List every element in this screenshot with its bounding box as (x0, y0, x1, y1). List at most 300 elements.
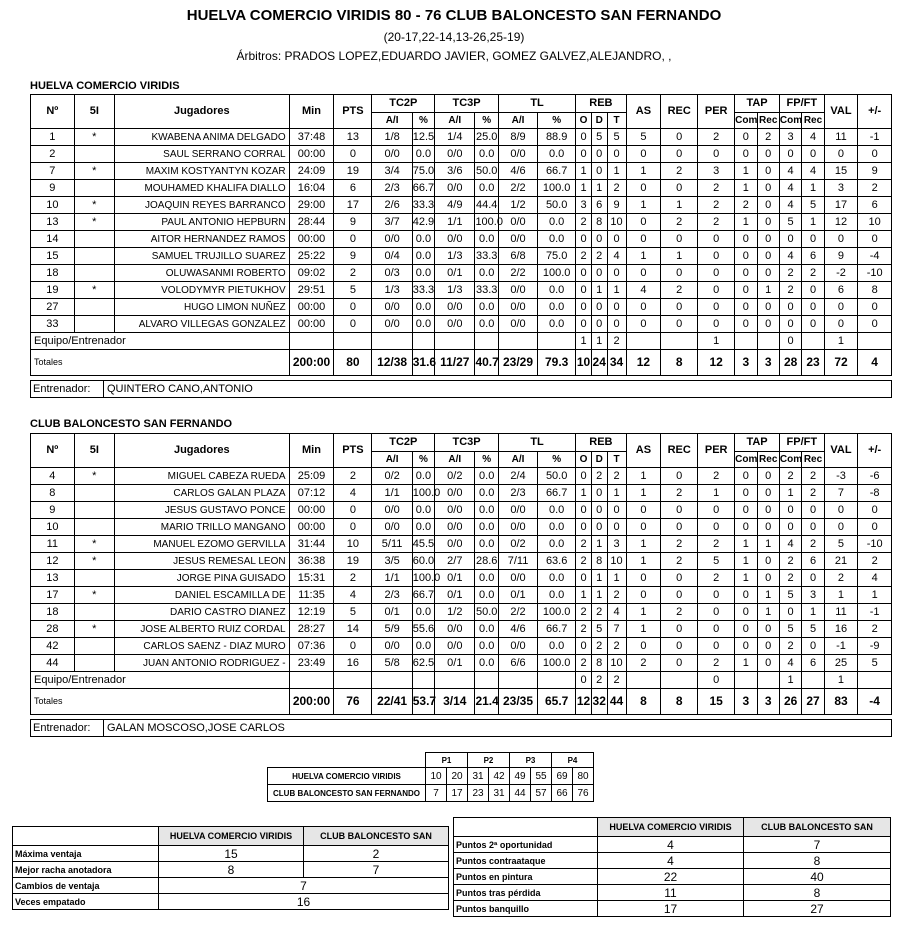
stat-cell: * (74, 468, 114, 485)
home-coach-row (30, 380, 892, 398)
player-name: SAUL SERRANO CORRAL (114, 146, 289, 163)
stats-header: HUELVA COMERCIO VIRIDIS (598, 818, 744, 837)
stats-value: 8 (744, 885, 891, 901)
stat-cell: 0 (779, 333, 801, 350)
empty-cell (802, 672, 824, 689)
stat-cell (74, 265, 114, 282)
quarter-row (268, 768, 594, 785)
col-header: Nº (31, 434, 75, 468)
total-cell: 10 (576, 350, 592, 376)
stat-cell: 0/0 (498, 316, 537, 333)
stat-cell: * (74, 536, 114, 553)
stat-cell: 0 (779, 502, 801, 519)
empty-cell (289, 333, 334, 350)
stat-cell: 33.3 (475, 248, 499, 265)
player-row (31, 587, 892, 604)
player-name: MARIO TRILLO MANGANO (114, 519, 289, 536)
stat-cell: 2 (661, 604, 698, 621)
stat-cell: 1 (626, 485, 661, 502)
stat-cell: 2 (661, 163, 698, 180)
player-name: HUGO LIMON NUÑEZ (114, 299, 289, 316)
stat-cell: 75.0 (538, 248, 576, 265)
stat-cell: 1 (626, 468, 661, 485)
stat-cell: 0 (802, 502, 824, 519)
col-header: Nº (31, 95, 75, 129)
stat-cell: 1 (802, 180, 824, 197)
total-cell: 53.7 (412, 689, 434, 715)
coach-label: Entrenador: (33, 722, 91, 734)
stat-cell: 2 (698, 655, 735, 672)
stat-cell: 0/1 (372, 604, 412, 621)
player-name: KWABENA ANIMA DELGADO (114, 129, 289, 146)
stat-cell: 63.6 (538, 553, 576, 570)
stat-cell: 0/1 (435, 587, 475, 604)
quarter-value: 80 (573, 768, 594, 785)
stat-cell: 0 (757, 163, 779, 180)
empty-cell (802, 333, 824, 350)
stat-cell: 7 (31, 163, 75, 180)
staff-row (31, 672, 892, 689)
stat-cell: 14 (31, 231, 75, 248)
stat-cell: 0 (591, 502, 607, 519)
stat-cell: 0 (626, 146, 661, 163)
game-title: HUELVA COMERCIO VIRIDIS 80 - 76 CLUB BALONCESTO SAN FERNANDO (186, 7, 722, 24)
player-row (31, 248, 892, 265)
stat-cell: 0/0 (435, 180, 475, 197)
stat-cell: 24:09 (289, 163, 334, 180)
col-header: REB (576, 434, 626, 452)
away-box-score (30, 433, 892, 715)
stat-cell: 1 (858, 587, 892, 604)
stat-cell: 15 (824, 163, 858, 180)
stat-cell: 75.0 (412, 163, 434, 180)
stat-cell: -10 (858, 265, 892, 282)
player-row (31, 197, 892, 214)
empty-cell (412, 333, 434, 350)
empty-cell (372, 672, 412, 689)
stat-cell: 0 (757, 214, 779, 231)
stat-cell: 4 (779, 655, 801, 672)
stat-cell: 0/0 (498, 146, 537, 163)
stat-cell: * (74, 163, 114, 180)
quarter-value: 69 (552, 768, 573, 785)
stats-label: Puntos banquillo (454, 901, 598, 917)
stat-cell: 11 (824, 129, 858, 146)
stat-cell: 2 (576, 655, 592, 672)
stat-cell: 25.0 (475, 129, 499, 146)
stats-label: Cambios de ventaja (13, 878, 159, 894)
stat-cell: 0 (591, 299, 607, 316)
stat-cell: * (74, 197, 114, 214)
stat-cell: 2 (698, 468, 735, 485)
quarter-value: 76 (573, 785, 594, 802)
stat-cell: 5 (591, 129, 607, 146)
stat-cell: 42.9 (412, 214, 434, 231)
stats-value: 7 (304, 862, 449, 878)
stat-cell: 2 (607, 180, 626, 197)
stat-cell: 2 (802, 468, 824, 485)
stats-value: 15 (159, 846, 304, 862)
stat-cell: 0 (334, 316, 372, 333)
stat-cell: 0 (735, 129, 757, 146)
stats-row (13, 846, 449, 862)
stat-cell: 0/0 (435, 621, 475, 638)
stat-cell: 17 (824, 197, 858, 214)
stat-cell: 0.0 (475, 587, 499, 604)
stat-cell: 1/1 (372, 570, 412, 587)
stat-cell: 2 (779, 468, 801, 485)
col-header: Jugadores (114, 95, 289, 129)
stat-cell: 0 (757, 197, 779, 214)
sub-header: Rec (802, 452, 824, 468)
total-cell: 72 (824, 350, 858, 376)
stat-cell: 14 (334, 621, 372, 638)
stat-cell (74, 316, 114, 333)
stat-cell: 2 (661, 536, 698, 553)
stat-cell: 0 (607, 316, 626, 333)
stat-cell: 5 (334, 282, 372, 299)
stat-cell: 0.0 (475, 536, 499, 553)
stat-cell: 0 (757, 621, 779, 638)
col-header: FP/FT (779, 95, 824, 113)
stat-cell: 3 (607, 536, 626, 553)
player-name: DARIO CASTRO DIANEZ (114, 604, 289, 621)
stat-cell: 0 (698, 316, 735, 333)
col-header: TL (498, 95, 575, 113)
player-row (31, 536, 892, 553)
total-cell: 200:00 (289, 689, 334, 715)
stat-cell: 0.0 (412, 468, 434, 485)
stat-cell: 2 (626, 655, 661, 672)
stat-cell: 6 (802, 655, 824, 672)
stat-cell: 1 (626, 553, 661, 570)
empty-cell (858, 672, 892, 689)
total-cell: 4 (858, 350, 892, 376)
col-header: Min (289, 434, 334, 468)
stats-row (13, 894, 449, 910)
stat-cell: 66.7 (412, 587, 434, 604)
empty-cell (661, 672, 698, 689)
stat-cell: 10 (31, 519, 75, 536)
stat-cell: 1 (626, 536, 661, 553)
empty-cell (289, 672, 334, 689)
stat-cell: 3 (802, 587, 824, 604)
stats-value: 11 (598, 885, 744, 901)
stat-cell: 00:00 (289, 299, 334, 316)
stat-cell: 33 (31, 316, 75, 333)
player-row (31, 129, 892, 146)
stat-cell: 5 (334, 604, 372, 621)
stat-cell: 0 (576, 129, 592, 146)
player-row (31, 638, 892, 655)
stat-cell: -3 (824, 468, 858, 485)
stat-cell: 0 (661, 638, 698, 655)
stat-cell: 00:00 (289, 146, 334, 163)
stat-cell: 0 (661, 129, 698, 146)
stat-cell: 2 (591, 604, 607, 621)
stat-cell: 12 (31, 553, 75, 570)
stat-cell: 5 (591, 621, 607, 638)
stat-cell: 2 (858, 180, 892, 197)
total-cell: 200:00 (289, 350, 334, 376)
sub-header: A/I (435, 113, 475, 129)
stat-cell: 10 (607, 553, 626, 570)
player-row (31, 214, 892, 231)
total-cell: 27 (802, 689, 824, 715)
stat-cell: 4 (626, 282, 661, 299)
stat-cell: 100.0 (538, 180, 576, 197)
col-header: VAL (824, 95, 858, 129)
stat-cell: 25:09 (289, 468, 334, 485)
stat-cell: 2 (576, 621, 592, 638)
stat-cell: 6/6 (498, 655, 537, 672)
col-header: FP/FT (779, 434, 824, 452)
stat-cell: 4/9 (435, 197, 475, 214)
stat-cell: 0.0 (412, 519, 434, 536)
col-header: Jugadores (114, 434, 289, 468)
stat-cell: 9 (31, 502, 75, 519)
total-cell: 23/35 (498, 689, 537, 715)
stat-cell: 0/0 (372, 502, 412, 519)
quarter-scores: (20-17,22-14,13-26,25-19) (383, 30, 525, 44)
stat-cell: 5 (802, 621, 824, 638)
quarter-value: 55 (531, 768, 552, 785)
stat-cell: 0/0 (435, 485, 475, 502)
stat-cell: 0 (824, 519, 858, 536)
total-cell: 11/27 (435, 350, 475, 376)
stat-cell: 1 (576, 587, 592, 604)
stat-cell: 0 (698, 265, 735, 282)
stat-cell: 0 (858, 299, 892, 316)
stat-cell: 0.0 (538, 299, 576, 316)
stat-cell: 0 (576, 265, 592, 282)
total-cell: 12/38 (372, 350, 412, 376)
stat-cell: 0 (661, 519, 698, 536)
stat-cell: 19 (334, 163, 372, 180)
totals-label: Totales (31, 689, 290, 715)
stat-cell: 0/0 (372, 638, 412, 655)
stat-cell: 50.0 (538, 197, 576, 214)
stat-cell: 6 (824, 282, 858, 299)
stat-cell: 1 (824, 672, 858, 689)
stat-cell: 0 (626, 316, 661, 333)
stat-cell: 0 (626, 587, 661, 604)
stat-cell: 2/4 (498, 468, 537, 485)
stat-cell: 0 (576, 502, 592, 519)
stat-cell: 0/0 (372, 231, 412, 248)
stat-cell: 0 (757, 655, 779, 672)
stat-cell: 2 (779, 570, 801, 587)
empty-cell (538, 333, 576, 350)
stat-cell: 29:51 (289, 282, 334, 299)
stat-cell: 1 (607, 570, 626, 587)
sub-header: Com (735, 452, 757, 468)
stat-cell: 2 (576, 248, 592, 265)
stat-cell: 0 (757, 265, 779, 282)
total-cell: 12 (698, 350, 735, 376)
stats-row (454, 853, 891, 869)
stat-cell: 5 (607, 129, 626, 146)
stat-cell: -6 (858, 468, 892, 485)
col-header: TAP (735, 95, 780, 113)
empty-cell (498, 333, 537, 350)
stat-cell: 2 (661, 282, 698, 299)
stat-cell: 4 (334, 587, 372, 604)
stat-cell: 6 (802, 553, 824, 570)
stat-cell: 1 (626, 163, 661, 180)
stat-cell: 0 (735, 316, 757, 333)
stat-cell: 25 (824, 655, 858, 672)
stat-cell: 16:04 (289, 180, 334, 197)
stat-cell: 1 (607, 163, 626, 180)
stat-cell: 0 (607, 146, 626, 163)
stat-cell: 13 (31, 214, 75, 231)
stat-cell (74, 485, 114, 502)
stat-cell: 1 (735, 214, 757, 231)
stat-cell: 0 (698, 502, 735, 519)
stat-cell: 0 (698, 672, 735, 689)
stats-label: Mejor racha anotadora (13, 862, 159, 878)
stat-cell: 0 (607, 502, 626, 519)
sub-header: Rec (757, 452, 779, 468)
stat-cell: 0 (698, 638, 735, 655)
stat-cell: 66.7 (538, 163, 576, 180)
player-name: MOUHAMED KHALIFA DIALLO (114, 180, 289, 197)
stat-cell: 0 (626, 231, 661, 248)
stat-cell: 2 (591, 638, 607, 655)
stat-cell: 12:19 (289, 604, 334, 621)
stat-cell: 0 (576, 519, 592, 536)
player-name: MIGUEL CABEZA RUEDA (114, 468, 289, 485)
stat-cell: 0 (576, 638, 592, 655)
stat-cell: 0 (858, 316, 892, 333)
quarter-header: P3 (510, 753, 552, 768)
stat-cell: 2/2 (498, 265, 537, 282)
stats-value: 40 (744, 869, 891, 885)
stat-cell: 2 (858, 621, 892, 638)
stat-cell: 0.0 (538, 282, 576, 299)
stat-cell: 0/0 (372, 146, 412, 163)
quarter-value: 66 (552, 785, 573, 802)
total-cell: 12 (626, 350, 661, 376)
stat-cell (74, 570, 114, 587)
total-cell: 79.3 (538, 350, 576, 376)
stat-cell: 3/6 (435, 163, 475, 180)
stat-cell: 4/6 (498, 163, 537, 180)
stat-cell: 1 (607, 282, 626, 299)
stat-cell: 0 (757, 468, 779, 485)
stat-cell: 5/9 (372, 621, 412, 638)
empty-cell (735, 672, 757, 689)
stat-cell: 6 (858, 197, 892, 214)
player-row (31, 604, 892, 621)
stat-cell: 3 (779, 129, 801, 146)
stat-cell: 0 (607, 519, 626, 536)
stat-cell: 12 (824, 214, 858, 231)
stat-cell: 28 (31, 621, 75, 638)
stats-row (13, 878, 449, 894)
quarter-value: 17 (447, 785, 468, 802)
stats-value: 17 (598, 901, 744, 917)
sub-header: D (591, 113, 607, 129)
stat-cell: 27 (31, 299, 75, 316)
sub-header: A/I (498, 452, 537, 468)
stats-value: 7 (744, 837, 891, 853)
stat-cell: 0.0 (475, 638, 499, 655)
player-name: JESUS REMESAL LEON (114, 553, 289, 570)
col-header: PTS (334, 95, 372, 129)
stat-cell: 4/6 (498, 621, 537, 638)
stat-cell: 9 (824, 248, 858, 265)
stat-cell: 0 (802, 231, 824, 248)
stat-cell: 12.5 (412, 129, 434, 146)
player-row (31, 316, 892, 333)
sub-header: A/I (372, 452, 412, 468)
stat-cell: 50.0 (475, 604, 499, 621)
stat-cell: 44.4 (475, 197, 499, 214)
stat-cell: 50.0 (538, 468, 576, 485)
stat-cell: 7/11 (498, 553, 537, 570)
empty-cell (372, 333, 412, 350)
quarter-value: 23 (468, 785, 489, 802)
totals-row (31, 689, 892, 715)
player-name: JORGE PINA GUISADO (114, 570, 289, 587)
stat-cell: 0 (735, 299, 757, 316)
stat-cell: 2 (31, 146, 75, 163)
col-header: VAL (824, 434, 858, 468)
stat-cell: 3 (698, 163, 735, 180)
stat-cell: 2 (802, 536, 824, 553)
stat-cell: 5 (626, 129, 661, 146)
stat-cell: 1 (824, 587, 858, 604)
stat-cell: 2 (576, 536, 592, 553)
away-coach-name: GALAN MOSCOSO,JOSE CARLOS (107, 722, 285, 734)
stat-cell: 0/0 (498, 570, 537, 587)
stat-cell: 2 (607, 468, 626, 485)
stat-cell: 0.0 (412, 604, 434, 621)
stat-cell: 2 (824, 570, 858, 587)
stats-row (13, 862, 449, 878)
stat-cell: 0 (661, 587, 698, 604)
stat-cell: 1/1 (372, 485, 412, 502)
stat-cell: 4 (779, 197, 801, 214)
stats-value: 16 (159, 894, 449, 910)
stat-cell: 18 (31, 265, 75, 282)
stat-cell: 00:00 (289, 316, 334, 333)
stat-cell: 0 (802, 282, 824, 299)
stat-cell: 5 (779, 587, 801, 604)
stat-cell: 5 (858, 655, 892, 672)
stat-cell: -2 (824, 265, 858, 282)
empty-cell (757, 333, 779, 350)
stat-cell: * (74, 129, 114, 146)
stat-cell: 1 (576, 333, 592, 350)
total-cell: 15 (698, 689, 735, 715)
stat-cell: 1 (698, 485, 735, 502)
stat-cell: 100.0 (538, 604, 576, 621)
stat-cell: 0.0 (412, 502, 434, 519)
stat-cell: 0 (698, 248, 735, 265)
stat-cell: 2/2 (498, 180, 537, 197)
stat-cell: 0 (735, 485, 757, 502)
stat-cell: -1 (824, 638, 858, 655)
stat-cell: 1 (779, 672, 801, 689)
stat-cell: 13 (31, 570, 75, 587)
stat-cell: 0 (824, 231, 858, 248)
referees: Árbitros: PRADOS LOPEZ,EDUARDO JAVIER, GOMEZ GALVEZ,ALEJANDRO, , (236, 49, 672, 63)
stat-cell: 2 (779, 553, 801, 570)
stat-cell: 0.0 (412, 265, 434, 282)
